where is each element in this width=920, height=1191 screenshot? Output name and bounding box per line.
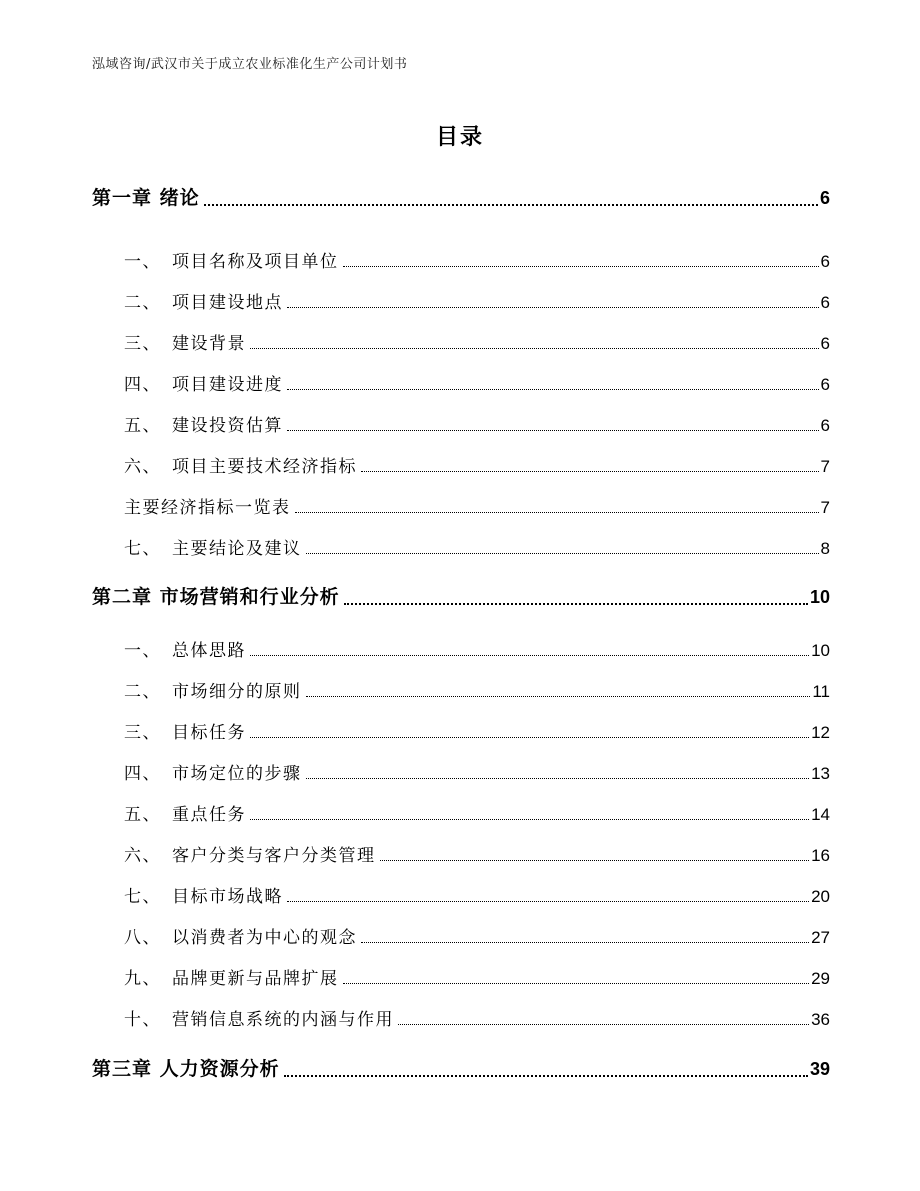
toc-entry-label: 项目建设进度 bbox=[172, 375, 283, 395]
dot-leader bbox=[306, 695, 811, 697]
toc-chapter-2[interactable] bbox=[92, 582, 830, 610]
toc-page-number: 6 bbox=[820, 293, 830, 312]
page-title: 目录 bbox=[435, 125, 484, 150]
dot-leader bbox=[343, 265, 819, 267]
toc-entry[interactable] bbox=[124, 288, 830, 314]
dot-leader bbox=[250, 347, 819, 349]
toc-entry-number: 五、 bbox=[124, 805, 161, 825]
toc-entry-number: 七、 bbox=[124, 887, 161, 907]
toc-entry-number: 三、 bbox=[124, 334, 161, 354]
toc-entry-label: 项目主要技术经济指标 bbox=[172, 457, 357, 477]
toc-entry-number: 四、 bbox=[124, 764, 161, 784]
toc-page-number: 27 bbox=[811, 928, 830, 947]
toc-entry-number: 九、 bbox=[124, 969, 161, 989]
dot-leader bbox=[343, 982, 810, 984]
toc-page-number: 10 bbox=[811, 641, 830, 660]
running-header: 泓域咨询/武汉市关于成立农业标准化生产公司计划书 bbox=[92, 57, 408, 72]
dot-leader bbox=[306, 777, 810, 779]
toc-page-number: 6 bbox=[819, 188, 830, 208]
dot-leader bbox=[287, 388, 819, 390]
toc-entry-label: 主要结论及建议 bbox=[172, 539, 302, 559]
toc-entry-label: 市场细分的原则 bbox=[172, 682, 302, 702]
toc-entry-number: 三、 bbox=[124, 723, 161, 743]
dot-leader bbox=[250, 736, 809, 738]
toc-entry-label: 市场定位的步骤 bbox=[172, 764, 302, 784]
toc-chapter-label: 第三章 人力资源分析 bbox=[92, 1058, 280, 1080]
dot-leader bbox=[344, 602, 808, 605]
toc-entry[interactable] bbox=[124, 636, 830, 662]
toc-page-number: 20 bbox=[811, 887, 830, 906]
toc-page-number: 14 bbox=[811, 805, 830, 824]
dot-leader bbox=[250, 654, 809, 656]
toc-entry-label: 重点任务 bbox=[172, 805, 246, 825]
toc-entry[interactable] bbox=[124, 370, 830, 396]
toc-entry-number: 四、 bbox=[124, 375, 161, 395]
dot-leader bbox=[287, 900, 809, 902]
dot-leader bbox=[295, 511, 819, 513]
toc-entry[interactable] bbox=[124, 800, 830, 826]
toc-chapter-label: 第一章 绪论 bbox=[92, 187, 200, 209]
toc-page-number: 16 bbox=[811, 846, 830, 865]
toc-page-number: 6 bbox=[820, 375, 830, 394]
dot-leader bbox=[287, 306, 819, 308]
toc-page-number: 12 bbox=[811, 723, 830, 742]
toc-entry-number: 一、 bbox=[124, 252, 161, 272]
toc-entry[interactable] bbox=[124, 534, 830, 560]
toc-entry-label: 主要经济指标一览表 bbox=[124, 498, 291, 518]
toc-page-number: 6 bbox=[820, 416, 830, 435]
toc-entry-label: 项目建设地点 bbox=[172, 293, 283, 313]
toc-entry-number: 一、 bbox=[124, 641, 161, 661]
toc-entry-number: 六、 bbox=[124, 457, 161, 477]
toc-entry-label: 品牌更新与品牌扩展 bbox=[172, 969, 339, 989]
toc-entry-number: 二、 bbox=[124, 293, 161, 313]
toc-entry-number: 七、 bbox=[124, 539, 161, 559]
toc-entry-label: 建设投资估算 bbox=[172, 416, 283, 436]
toc-page-number: 7 bbox=[820, 457, 830, 476]
toc-chapter-label: 第二章 市场营销和行业分析 bbox=[92, 586, 340, 608]
toc-entry[interactable] bbox=[124, 759, 830, 785]
toc-entry[interactable] bbox=[124, 329, 830, 355]
toc-entry[interactable] bbox=[124, 493, 830, 519]
toc-page-number: 11 bbox=[812, 682, 830, 701]
toc-entry[interactable] bbox=[124, 923, 830, 949]
toc-entry[interactable] bbox=[124, 1005, 830, 1031]
toc-entry-label: 项目名称及项目单位 bbox=[172, 252, 339, 272]
toc-entry-number: 八、 bbox=[124, 928, 161, 948]
dot-leader bbox=[204, 203, 818, 206]
toc-page-number: 6 bbox=[820, 334, 830, 353]
toc-page-number: 36 bbox=[811, 1010, 830, 1029]
dot-leader bbox=[306, 552, 819, 554]
toc-entry-label: 目标市场战略 bbox=[172, 887, 283, 907]
dot-leader bbox=[380, 859, 810, 861]
dot-leader bbox=[361, 470, 819, 472]
dot-leader bbox=[250, 818, 809, 820]
toc-entry[interactable] bbox=[124, 882, 830, 908]
toc-page-number: 7 bbox=[820, 498, 830, 517]
toc-entry-label: 客户分类与客户分类管理 bbox=[172, 846, 376, 866]
toc-entry[interactable] bbox=[124, 247, 830, 273]
toc-entry[interactable] bbox=[124, 964, 830, 990]
toc-entry[interactable] bbox=[124, 841, 830, 867]
dot-leader bbox=[361, 941, 809, 943]
toc-entry-label: 目标任务 bbox=[172, 723, 246, 743]
toc-entry-number: 十、 bbox=[124, 1010, 161, 1030]
toc-entry[interactable] bbox=[124, 718, 830, 744]
toc-entry-number: 五、 bbox=[124, 416, 161, 436]
dot-leader bbox=[398, 1023, 809, 1025]
toc-entry-number: 六、 bbox=[124, 846, 161, 866]
toc-page-number: 29 bbox=[811, 969, 830, 988]
toc-chapter-1[interactable] bbox=[92, 183, 830, 211]
toc-page-number: 6 bbox=[820, 252, 830, 271]
toc-page-number: 10 bbox=[809, 587, 830, 607]
toc-page-number: 13 bbox=[811, 764, 830, 783]
toc-chapter-3[interactable] bbox=[92, 1054, 830, 1082]
toc-entry-label: 以消费者为中心的观念 bbox=[172, 928, 357, 948]
toc-entry-label: 建设背景 bbox=[172, 334, 246, 354]
toc-entry[interactable] bbox=[124, 411, 830, 437]
toc-page-number: 8 bbox=[820, 539, 830, 558]
toc-entry[interactable] bbox=[124, 677, 830, 703]
toc-entry-label: 营销信息系统的内涵与作用 bbox=[172, 1010, 394, 1030]
toc-entry-number: 二、 bbox=[124, 682, 161, 702]
toc-page-number: 39 bbox=[809, 1059, 830, 1079]
dot-leader bbox=[284, 1074, 808, 1077]
toc-entry[interactable] bbox=[124, 452, 830, 478]
dot-leader bbox=[287, 429, 819, 431]
toc-entry-label: 总体思路 bbox=[172, 641, 246, 661]
